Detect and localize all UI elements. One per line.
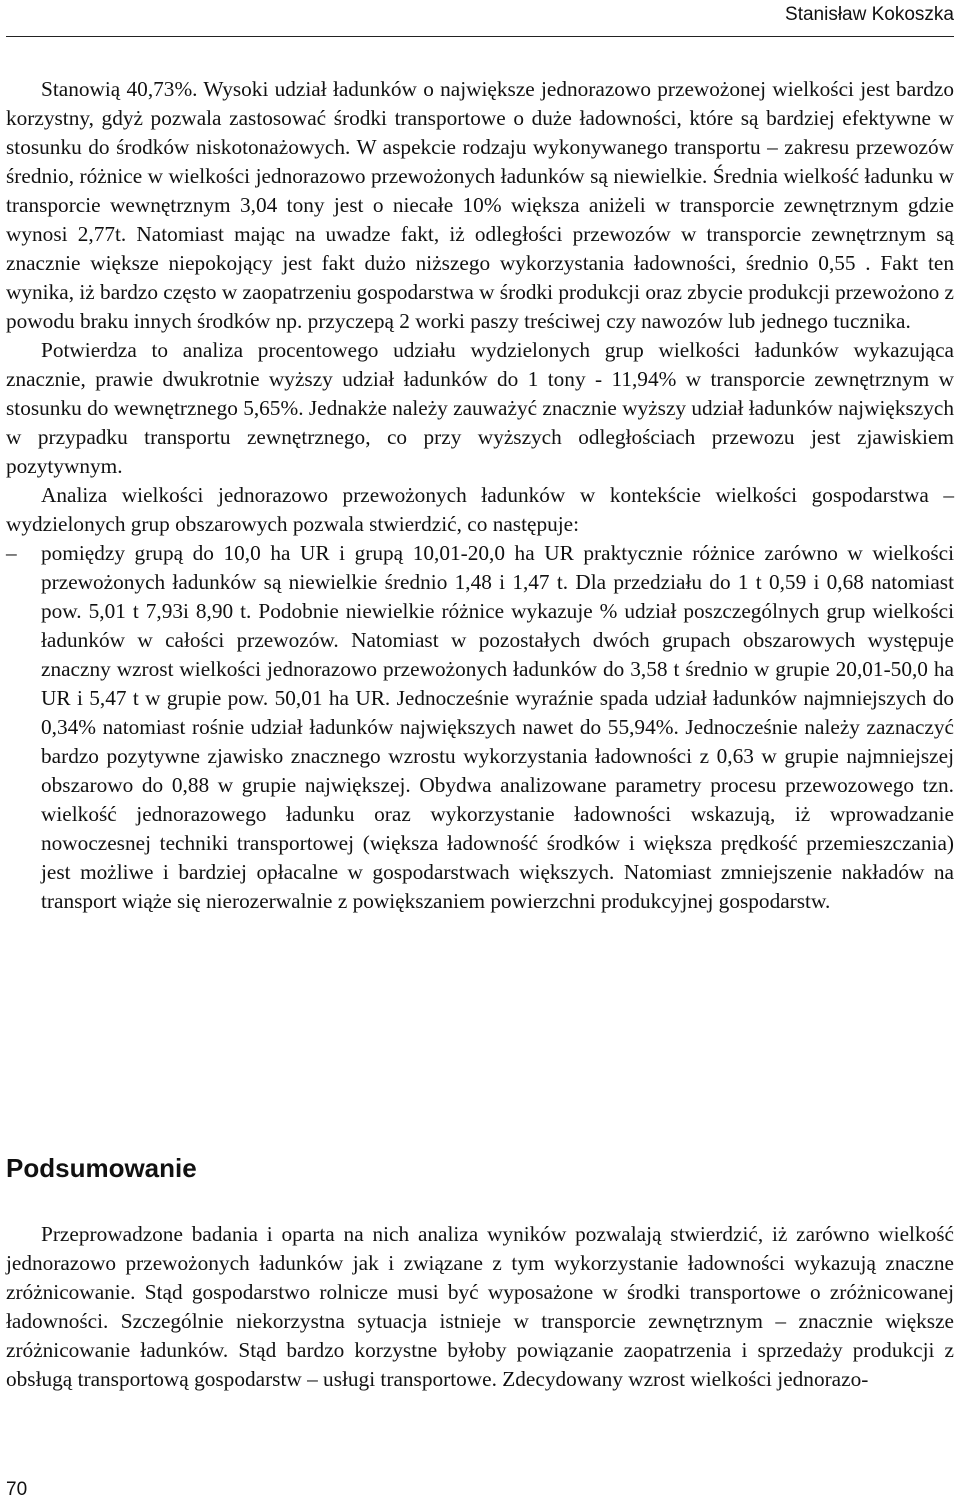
running-header-author: Stanisław Kokoszka (785, 4, 954, 25)
body-paragraph-1: Stanowią 40,73%. Wysoki udział ładunków o największe jednorazowo przewożonej wielkości jest bardzo korzystny, gdyż pozwala zastosować środki transportowe o duże ładowności, które są bardziej efektywne w stosunku do środków niskotonażowych. W aspekcie rodzaju wykonywanego transportu – zakresu przewozów średnio, różnice w wielkości jednorazowo przewożonych ładunków są niewielkie. Średnia wielkość ładunku w transporcie wewnętrznym 3,04 tony jest o niecałe 10% większa aniżeli w transporcie zewnętrznym gdzie wynosi 2,77t. Natomiast mając na uwadze fakt, iż odległości przewozów w transporcie zewnętrznym są znacznie większe niepokojący jest fakt dużo niższego wykorzystania ładowności, średnio 0,55 . Fakt ten wynika, iż bardzo często w zaopatrzeniu gospodarstwa w środki produkcji oraz zbycie produkcji przewożono z powodu braku innych środków np. przyczepą 2 worki paszy treściwej czy nawozów lub jednego tucznika. (6, 77, 954, 333)
dash-marker: – (6, 541, 17, 565)
dash-item-text: pomiędzy grupą do 10,0 ha UR i grupą 10,01-20,0 ha UR praktycznie różnice zarówno w wielkości przewożonych ładunków są niewielkie średnio 1,48 i 1,47 t. Dla przedziału do 1 t 0,59 i 0,68 natomiast pow. 5,01 t 7,93i 8,90 t. Podobnie niewielkie różnice wykazuje % udział poszczególnych grup wielkości ładunków w całości przewozów. Natomiast w pozostałych dwóch grupach obszarowych występuje znaczny wzrost wielkości jednorazowo przewożonych ładunków do 3,58 t średnio w grupie 20,01-50,0 ha UR i 5,47 t w grupie pow. 50,01 ha UR. Jednocześnie wyraźnie spada udział ładunków najmniejszych do 0,34% natomiast rośnie udział ładunków największych nawet do 55,94%. Jednocześnie należy zaznaczyć bardzo pozytywne zjawisko znacznego wzrostu wykorzystania ładowności z 0,63 w grupie najmniejszej obszarowo do 0,88 w grupie największej. Obydwa analizowane parametry procesu przewozowego tzn. wielkość jednorazowego ładunku oraz wykorzystanie ładowności wskazują, iż wprowadzanie nowoczesnej techniki transportowej (większa ładowność środków i większa prędkość przemieszczania) jest możliwe i bardziej opłacalne w gospodarstwach większych. Natomiast zmniejszenie nakładów na transport wiąże się nierozerwalnie z powiększaniem powierzchni produkcyjnej gospodarstw. (41, 541, 954, 913)
header-rule (6, 36, 954, 37)
dash-list-item (6, 539, 954, 916)
summary-paragraph: Przeprowadzone badania i oparta na nich analiza wyników pozwalają stwierdzić, iż zarówno wielkość jednorazowo przewożonych ładunków jak i związane z tym wykorzystanie ładowności wykazują znaczne zróżnicowanie. Stąd gospodarstwo rolnicze musi być wyposażone w środki transportowe o zróżnicowanej ładowności. Szczególnie niekorzystna sytuacja istnieje w transporcie zewnętrznym – znacznie większe zróżnicowanie ładunków. Stąd bardzo korzystne byłoby powiązanie zaopatrzenia i sprzedaży produkcji z obsługą transportową gospodarstw – usługi transportowe. Zdecydowany wzrost wielkości jednorazo- (6, 1222, 954, 1391)
body-paragraph-2: Potwierdza to analiza procentowego udziału wydzielonych grup wielkości ładunków wykazująca znacznie, prawie dwukrotnie wyższy udział ładunków do 1 tony - 11,94% w transporcie zewnętrznym w stosunku do wewnętrznego 5,65%. Jednakże należy zauważyć znacznie wyższy udział ładunków największych w przypadku transportu zewnętrznego, co przy wyższych odległościach przewozu jest zjawiskiem pozytywnym. (6, 338, 954, 478)
page-number: 70 (6, 1479, 28, 1500)
summary-text-block (6, 1220, 954, 1394)
body-paragraph-3: Analiza wielkości jednorazowo przewożonych ładunków w kontekście wielkości gospodarstwa – wydzielonych grup obszarowych pozwala stwierdzić, co następuje: (6, 483, 954, 536)
main-text-block (6, 75, 954, 916)
section-heading: Podsumowanie (6, 1153, 197, 1183)
